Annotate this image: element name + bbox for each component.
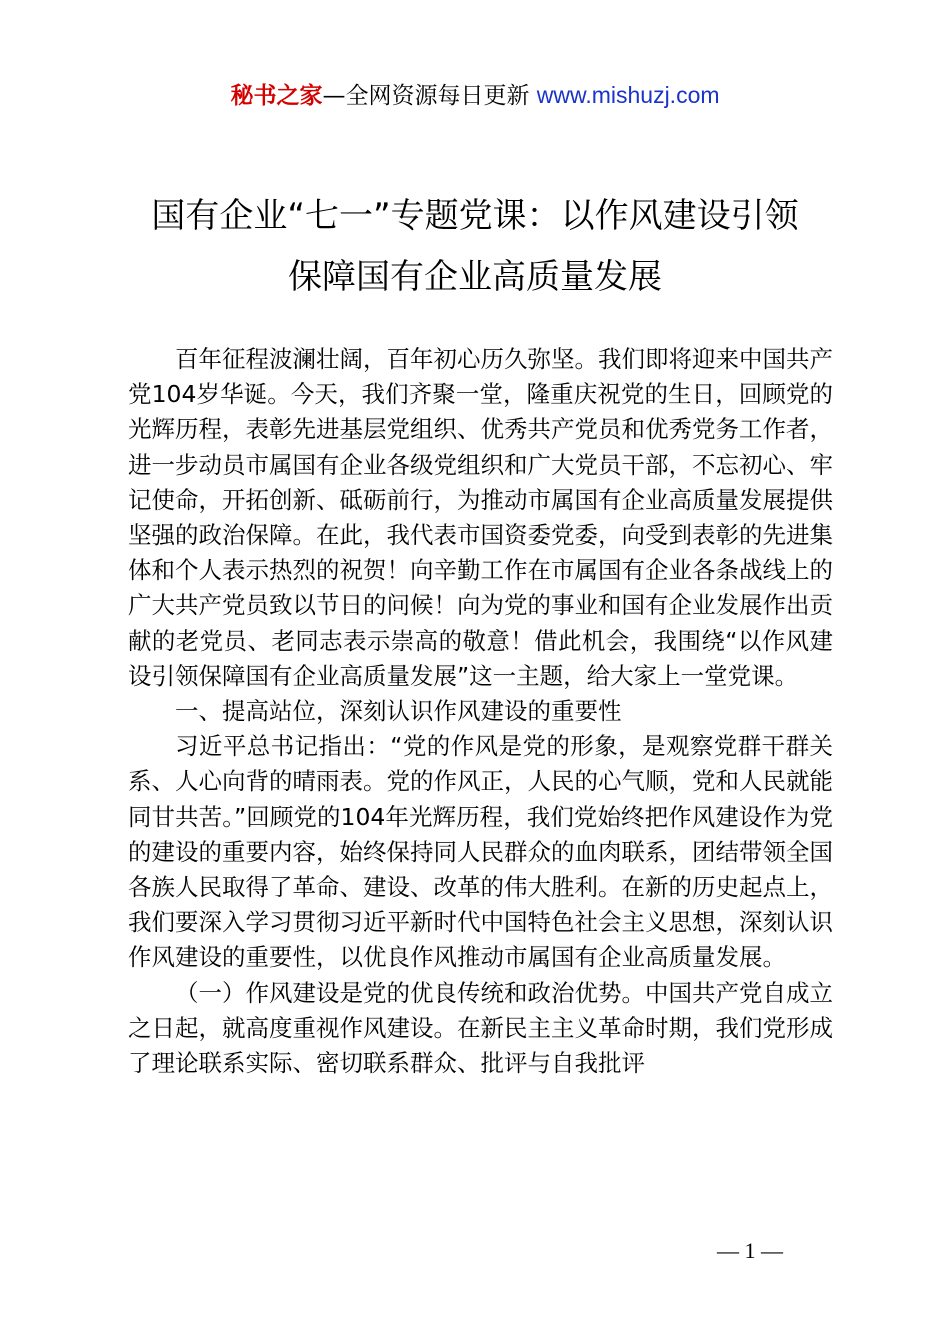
document-title: [95, 186, 855, 308]
title-line-2: 保障国有企业高质量发展: [288, 257, 662, 297]
header-tagline: —全网资源每日更新: [322, 83, 537, 109]
body-paragraph: 百年征程波澜壮阔，百年初心历久弥坚。我们即将迎来中国共产党104岁华诞。今天，我们齐聚一堂，隆重庆祝党的生日，回顾党的光辉历程，表彰先进基层党组织、优秀共产党员和优秀党务工作者，进一步动员市属国有企业各级党组织和广大党员干部，不忘初心、牢记使命，开拓创新、砥砺前行，为推动市属国有企业高质量发展提供坚强的政治保障。在此，我代表市国资委党委，向受到表彰的先进集体和个人表示热烈的祝贺！向辛勤工作在市属国有企业各条战线上的广大共产党员致以节日的问候！向为党的事业和国有企业发展作出贡献的老党员、老同志表示崇高的敬意！借此机会，我围绕“以作风建设引领保障国有企业高质量发展”这一主题，给大家上一堂党课。: [128, 345, 833, 690]
page-number: — 1 —: [717, 1238, 783, 1263]
title-line-1: 国有企业“七一”专题党课：以作风建设引领: [151, 196, 799, 236]
site-url-link[interactable]: www.mishuzj.com: [536, 82, 720, 108]
body-paragraph: （一）作风建设是党的优良传统和政治优势。中国共产党自成立之日起，就高度重视作风建设。在新民主主义革命时期，我们党形成了理论联系实际、密切联系群众、批评与自我批评: [128, 978, 833, 1078]
site-header: [0, 80, 950, 111]
brand-name: 秘书之家: [230, 83, 323, 109]
section-heading: 一、提高站位，深刻认识作风建设的重要性: [175, 697, 622, 726]
body-paragraph: 习近平总书记指出：“党的作风是党的形象，是观察党群干群关系、人心向背的晴雨表。党的作风正，人民的心气顺，党和人民就能同甘共苦。”回顾党的104年光辉历程，我们党始终把作风建设作为党的建设的重要内容，始终保持同人民群众的血肉联系，团结带领全国各族人民取得了革命、建设、改革的伟大胜利。在新的历史起点上，我们要深入学习贯彻习近平新时代中国特色社会主义思想，深刻认识作风建设的重要性，以优良作风推动市属国有企业高质量发展。: [128, 732, 833, 972]
document-body: [128, 342, 833, 1081]
